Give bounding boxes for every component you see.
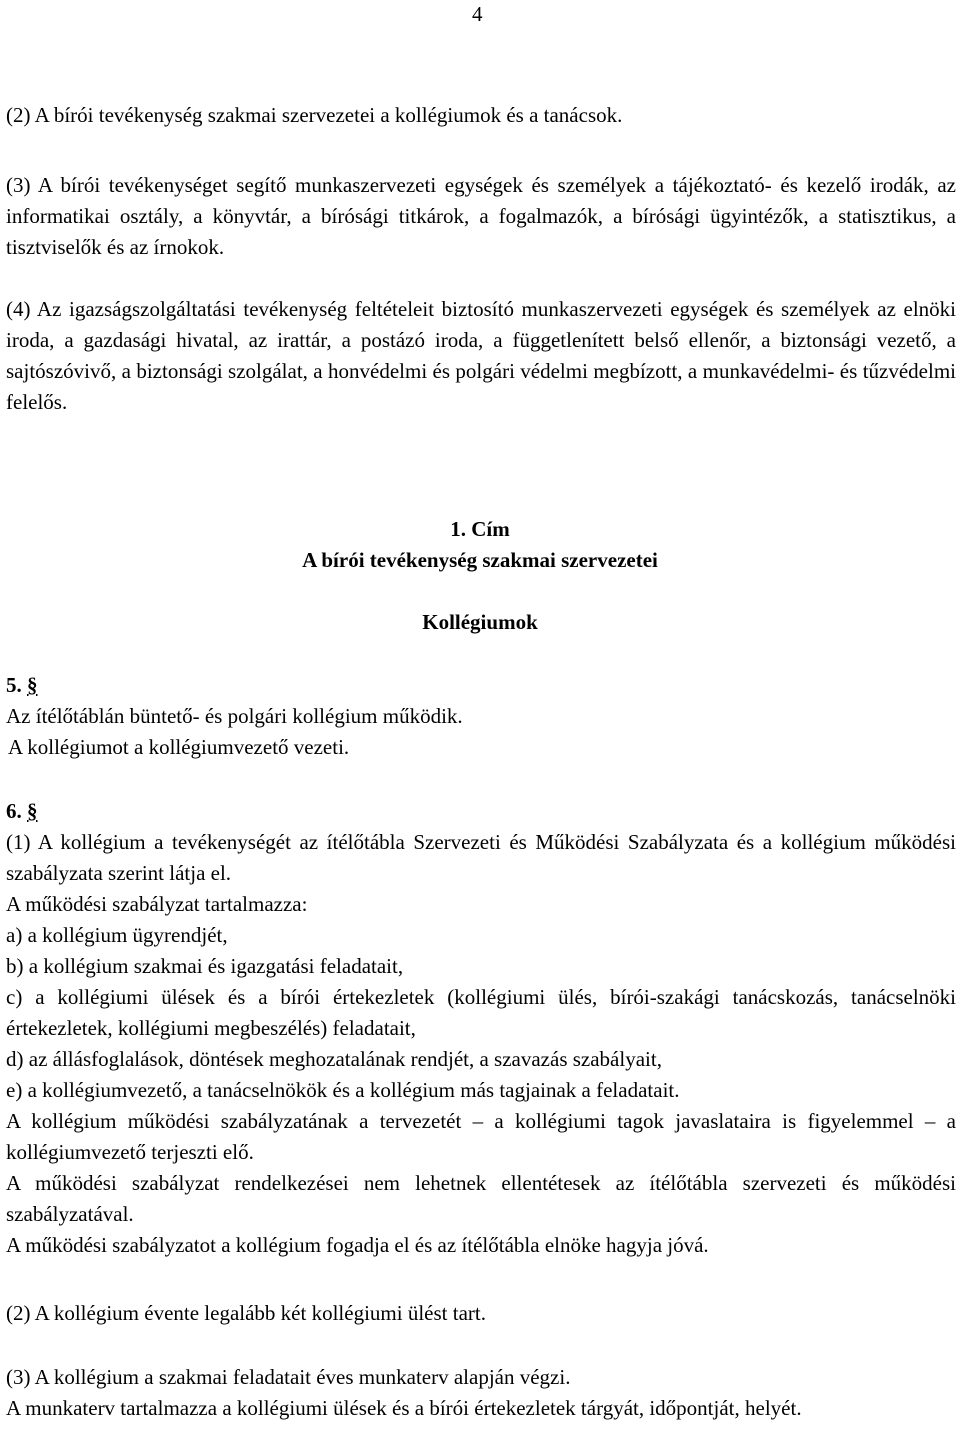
section-header [6,670,956,701]
section-sign: § [27,673,38,697]
page-number: 4 [472,2,483,26]
paragraph-text: (3) A bírói tevékenységet segítő munkaszervezeti egységek és személyek a tájékoztató- és kezelő irodák, az informatikai osztály, a könyvtár, a bírósági titkárok, a fogalmazók, a bírósági ügyintézők, a statisztikus, a tisztviselők és az írnokok. [6,173,956,259]
paragraph-4 [6,294,956,418]
section-6 [6,796,956,1261]
section-6-paragraph-3 [6,1362,956,1424]
section-paragraph: (3) A kollégium a szakmai feladatait éves munkaterv alapján végzi. [6,1365,571,1389]
paragraph-text: (2) A bírói tevékenység szakmai szervezetei a kollégiumok és a tanácsok. [6,103,623,127]
paragraph-2 [6,100,956,131]
subtitle-heading: Kollégiumok [422,610,538,634]
section-paragraph: A működési szabályzat rendelkezései nem lehetnek ellentétesek az ítélőtábla szervezeti és működési szabályzatával. [6,1171,956,1226]
paragraph-3 [6,170,956,263]
section-5 [6,670,956,763]
section-number: 5. [6,673,22,697]
title-heading: A bírói tevékenység szakmai szervezetei [302,548,658,572]
list-item: c) a kollégiumi ülések és a bírói értekezletek (kollégiumi ülés, bírói-szakági tanácskozás, tanácselnöki értekezletek, kollégiumi megbeszélés) feladatait, [6,985,956,1040]
section-6-paragraph-2 [6,1298,956,1329]
section-paragraph: (2) A kollégium évente legalább két kollégiumi ülést tart. [6,1301,486,1325]
list-item: d) az állásfoglalások, döntések meghozatalának rendjét, a szavazás szabályait, [6,1047,662,1071]
section-sign: § [27,799,38,823]
section-paragraph: A kollégium működési szabályzatának a tervezetét – a kollégiumi tagok javaslataira is figyelemmel – a kollégiumvezető terjeszti elő. [6,1109,956,1164]
list-item: b) a kollégium szakmai és igazgatási feladatait, [6,954,404,978]
section-line: Az ítélőtáblán büntető- és polgári kollégium működik. [6,704,463,728]
section-paragraph: A működési szabályzat tartalmazza: [6,892,308,916]
list-item: a) a kollégium ügyrendjét, [6,923,228,947]
paragraph-text: (4) Az igazságszolgáltatási tevékenység feltételeit biztosító munkaszervezeti egységek és személyek az elnöki iroda, a gazdasági hivatal, az irattár, a postázó iroda, a függetlenített belső ellenőr, a biztonsági vezető, a sajtószóvivő, a biztonsági szolgálat, a honvédelmi és polgári védelmi megbízott, a munkavédelmi- és tűzvédelmi felelős. [6,297,956,414]
title-number: 1. Cím [450,517,510,541]
section-number: 6. [6,799,22,823]
section-header [6,796,956,827]
section-line: A kollégiumot a kollégiumvezető vezeti. [8,735,350,759]
section-paragraph: A működési szabályzatot a kollégium fogadja el és az ítélőtábla elnöke hagyja jóvá. [6,1233,709,1257]
section-paragraph: A munkaterv tartalmazza a kollégiumi ülések és a bírói értekezletek tárgyát, időpontját, helyét. [6,1396,802,1420]
section-paragraph: (1) A kollégium a tevékenységét az ítélőtábla Szervezeti és Működési Szabályzata és a kollégium működési szabályzata szerint látja el. [6,830,956,885]
list-item: e) a kollégiumvezető, a tanácselnökök és a kollégium más tagjainak a feladatait. [6,1078,680,1102]
